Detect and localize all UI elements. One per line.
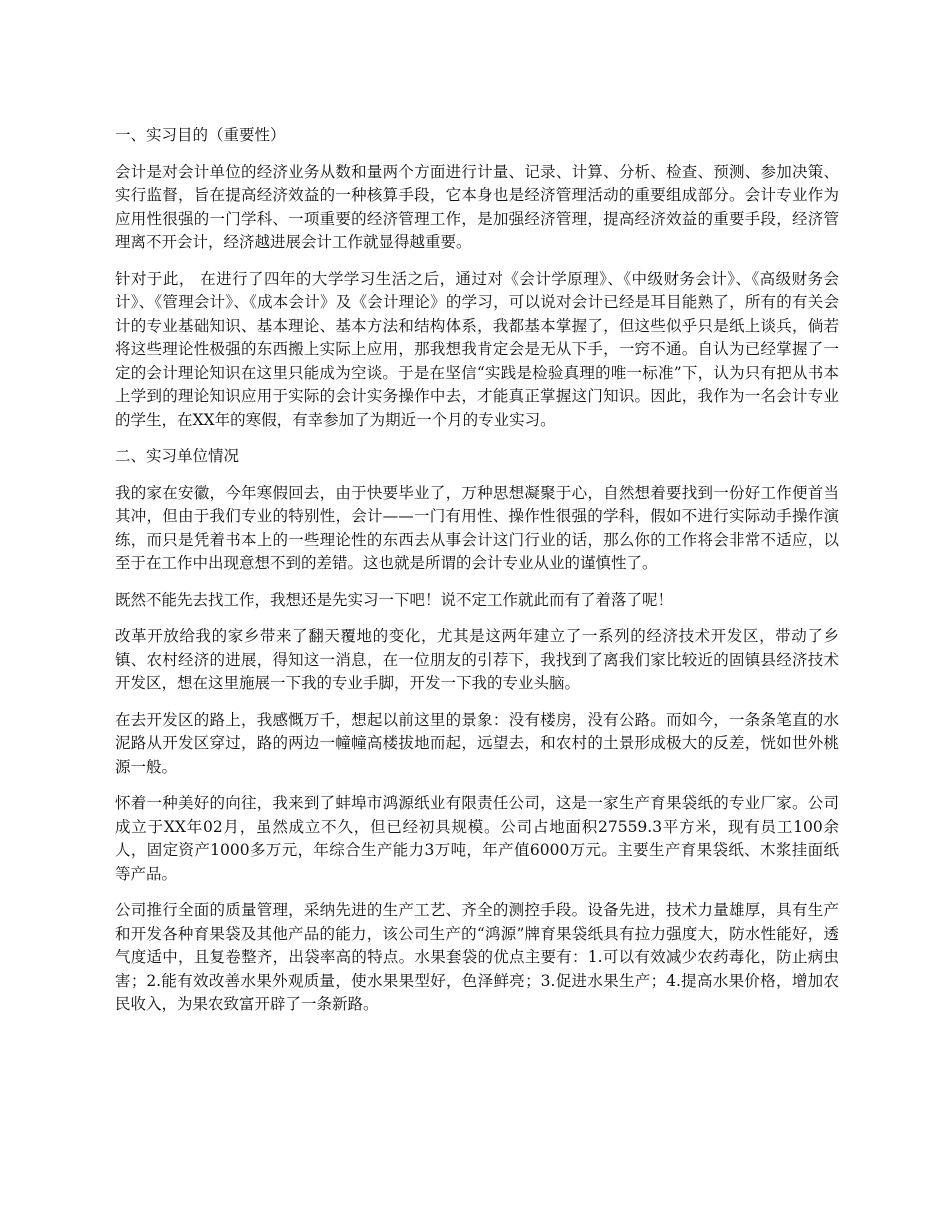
paragraph-decide-internship: 既然不能先去找工作，我想还是先实习一下吧！说不定工作就此而有了着落了呢！	[115, 590, 674, 609]
paragraph-development-zone: 改革开放给我的家乡带来了翻天覆地的变化，尤其是这两年建立了一系列的经济技术开发区，带动了乡镇、农村经济的进展，得知这一消息，在一位朋友的引荐下，我找到了离我们家比较近的固镇县经济技术开发区，想在这里施展一下我的专业手脚，开发一下我的专业头脑。	[115, 627, 839, 692]
paragraph-study-background: 针对于此， 在进行了四年的大学学习生活之后，通过对《会计学原理》、《中级财务会计》、《高级财务会计》、《管理会计》、《成本会计》及《会计理论》的学习，可以说对会计已经是耳目能熟了，所有的有关会计的专业基础知识、基本理论、基本方法和结构体系，我都基本掌握了，但这些似乎只是纸上谈兵，倘若将这些理论性极强的东西搬上实际上应用，那我想我肯定会是无从下手，一窍不通。自认为已经掌握了一定的会计理论知识在这里只能成为空谈。于是在坚信“实践是检验真理的唯一标准”下，认为只有把从书本上学到的理论知识应用于实际的会计实务操作中去，才能真正掌握这门知识。因此，我作为一名会计专业的学生，在XX年的寒假，有幸参加了为期近一个月的专业实习。	[115, 269, 839, 429]
paragraph-company-quality: 公司推行全面的质量管理，采纳先进的生产工艺、齐全的测控手段。设备先进，技术力量雄厚，具有生产和开发各种育果袋及其他产品的能力，该公司生产的“鸿源”牌育果袋纸具有拉力强度大，防水性能好，透气度适中，且复卷整齐，出袋率高的特点。水果套袋的优点主要有：1.可以有效减少农药毒化，防止病虫害；2.能有效改善水果外观质量，使水果果型好，色泽鲜亮；3.促进水果生产；4.提高水果价格，增加农民收入，为果农致富开辟了一条新路。	[115, 901, 839, 1013]
paragraph-road-scene: 在去开发区的路上，我感慨万千，想起以前这里的景象：没有楼房，没有公路。而如今，一条条笔直的水泥路从开发区穿过，路的两边一幢幢高楼拔地而起，远望去，和农村的土景形成极大的反差，恍如世外桃源一般。	[115, 710, 839, 776]
section-heading-purpose: 一、实习目的（重要性）	[115, 126, 286, 144]
paragraph-home-and-job: 我的家在安徽，今年寒假回去，由于快要毕业了，万种思想凝聚于心，自然想着要找到一份好工作便首当其冲，但由于我们专业的特别性，会计——一门有用性、操作性很强的学科，假如不进行实际动手操作演练，而只是凭着书本上的一些理论性的东西去从事会计这门行业的话，那么你的工作将会非常不适应，以至于在工作中出现意想不到的差错。这也就是所谓的会计专业从业的谨慎性了。	[115, 483, 839, 572]
paragraph-company-intro: 怀着一种美好的向往，我来到了蚌埠市鸿源纸业有限责任公司，这是一家生产育果袋纸的专业厂家。公司成立于XX年02月，虽然成立不久，但已经初具规模。公司占地面积27559.3平方米，现有员工100余人，固定资产1000多万元，年综合生产能力3万吨，年产值6000万元。主要生产育果袋纸、木浆挂面纸等产品。	[115, 794, 839, 883]
document-page	[115, 124, 839, 1030]
paragraph-accounting-definition: 会计是对会计单位的经济业务从数和量两个方面进行计量、记录、计算、分析、检查、预测、参加决策、实行监督，旨在提高经济效益的一种核算手段，它本身也是经济管理活动的重要组成部分。会计专业作为应用性很强的一门学科、一项重要的经济管理工作，是加强经济管理，提高经济效益的重要手段，经济管理离不开会计，经济越进展会计工作就显得越重要。	[115, 162, 839, 251]
section-heading-unit: 二、实习单位情况	[115, 447, 240, 465]
